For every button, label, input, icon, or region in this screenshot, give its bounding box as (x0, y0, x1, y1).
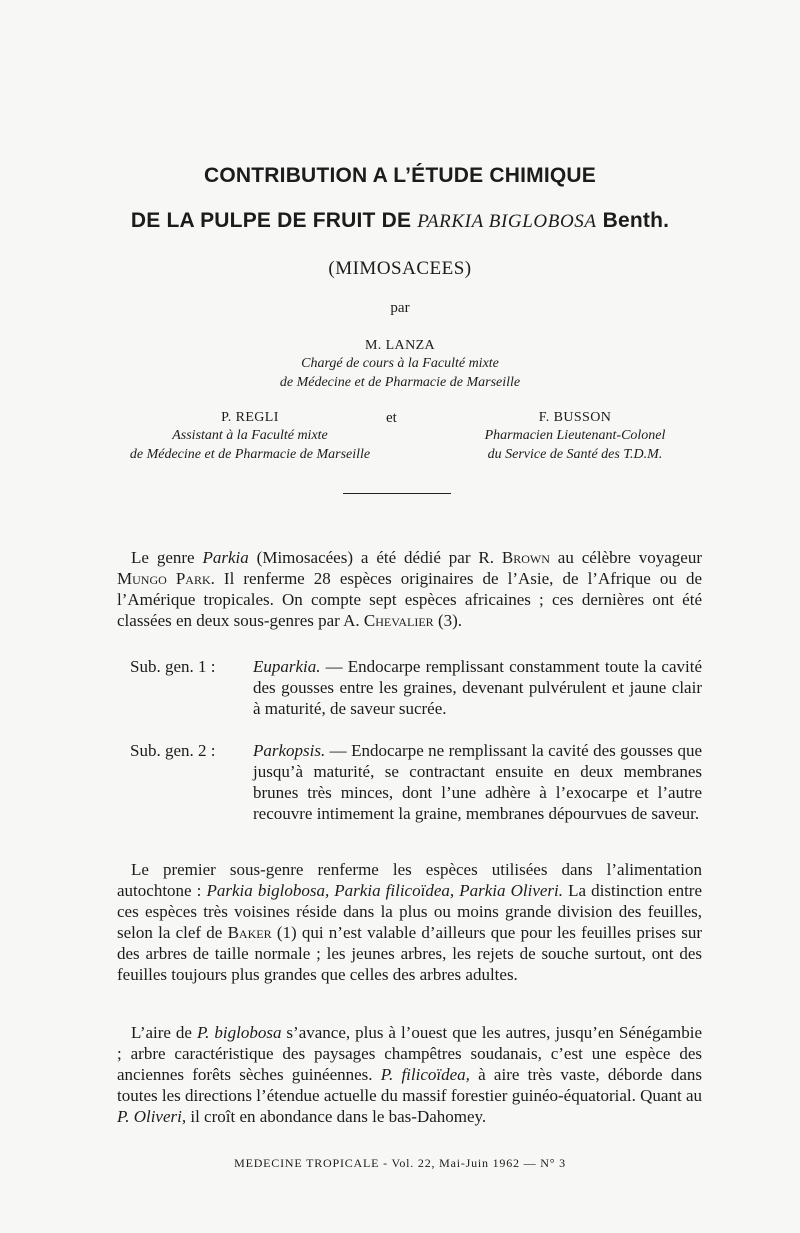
author-name: P. REGLI (221, 410, 279, 425)
article-title-line-1: CONTRIBUTION A L’ÉTUDE CHIMIQUE (204, 164, 596, 187)
text-run: (3). (433, 611, 463, 630)
text-run: Chevalier (363, 611, 434, 630)
text-run: il croît en abondance dans le bas-Dahomey. (186, 1107, 487, 1126)
text-run: Le premier sous-genre renferme les espèces utilisées dans l’alimentation autochtone : (117, 860, 702, 900)
author-name: M. LANZA (364, 338, 436, 353)
article-title-line-2 (0, 209, 800, 233)
author-affiliation: de Médecine et de Pharmacie de Marseille (129, 447, 371, 462)
paragraph-species (117, 859, 702, 985)
title-suffix: Benth. (596, 209, 670, 232)
text-run: — Endocarpe remplissant constamment toute la cavité des gousses entre les graines, devenant pulvérulent et jaune clair à maturité, de saveur sucrée. (253, 657, 702, 718)
text-run: s’avance, plus à l’ouest que les autres, jusqu’en Sénégambie ; arbre caractéristique des paysages champêtres soudanais, c’est une espèce des anciennes forêts sèches guinéennes. (117, 1023, 702, 1084)
author-regli (85, 410, 415, 464)
journal-footer: MEDECINE TROPICALE - Vol. 22, Mai-Juin 1962 — N° 3 (234, 1156, 566, 1170)
subgenus-label: Sub. gen. 2 : (130, 741, 216, 760)
text-run: au célèbre voyageur (549, 548, 702, 567)
text-run: P. Oliveri, (117, 1107, 187, 1126)
author-affiliation: Pharmacien Lieutenant-Colonel (484, 428, 666, 443)
subgenus-label: Sub. gen. 1 : (130, 657, 216, 676)
author-affiliation: Assistant à la Faculté mixte (172, 428, 328, 443)
par-label: par (390, 300, 410, 316)
text-run: P. filicoïdea, (380, 1065, 470, 1084)
text-run: . Il renferme 28 espèces originaires de l’Asie, de l’Afrique ou de l’Amérique tropicales. On compte sept espèces africaines ; ces dernières ont été classées en deux sous-genres par A. (117, 569, 702, 630)
title-species: PARKIA BIGLOBOSA (417, 211, 597, 232)
text-run: Parkia biglobosa, Parkia filicoïdea, Parkia Oliveri. (206, 881, 564, 900)
paragraph-distribution (117, 1022, 702, 1127)
title-prefix: DE LA PULPE DE FRUIT DE (130, 209, 418, 232)
text-run: (1) qui n’est valable d’ailleurs que pour les feuilles prises sur des arbres de taille normale ; les jeunes arbres, les rejets de souche surtout, ont des feuilles toujours plus grandes que celles des arbres adultes. (117, 923, 702, 984)
text-run: Brown (501, 548, 550, 567)
text-run: P. biglobosa (196, 1023, 282, 1042)
subgenus-name: Parkopsis. (253, 741, 326, 760)
text-run: Baker (227, 923, 272, 942)
text-run: — Endocarpe ne remplissant la cavité des gousses que jusqu’à maturité, se contractant ensuite en deux membranes brunes très minces, dont l’une adhère à l’exocarpe et l’autre recouvre intimement la graine, membranes dépourvues de saveur. (253, 741, 702, 823)
text-run: Mungo Park (117, 569, 211, 588)
subgenus-description (253, 740, 702, 824)
author-affiliation: de Médecine et de Pharmacie de Marseille (279, 375, 521, 390)
text-run: (Mimosacées) a été dédié par R. (248, 548, 502, 567)
separator-rule (343, 493, 451, 494)
text-run: L’aire de (131, 1023, 197, 1042)
author-affiliation: Chargé de cours à la Faculté mixte (301, 356, 499, 371)
text-run: Parkia (202, 548, 249, 567)
author-busson (420, 410, 730, 464)
subgenus-name: Euparkia. (253, 657, 321, 676)
author-name: F. BUSSON (538, 410, 612, 425)
author-affiliation: du Service de Santé des T.D.M. (487, 447, 663, 462)
author-lanza (200, 338, 600, 392)
subgenus-description (253, 656, 702, 719)
text-run: Le genre (131, 548, 203, 567)
family-subtitle: (MIMOSACEES) (328, 258, 472, 279)
text-run: à aire très vaste, déborde dans toutes les directions l’étendue actuelle du massif forestier guinéo-équatorial. Quant au (117, 1065, 702, 1105)
author-conjunction: et (386, 410, 397, 426)
text-run: La distinction entre ces espèces très voisines réside dans la plus ou moins grande division des feuilles, selon la clef de (117, 881, 703, 942)
paragraph-intro (117, 547, 702, 631)
